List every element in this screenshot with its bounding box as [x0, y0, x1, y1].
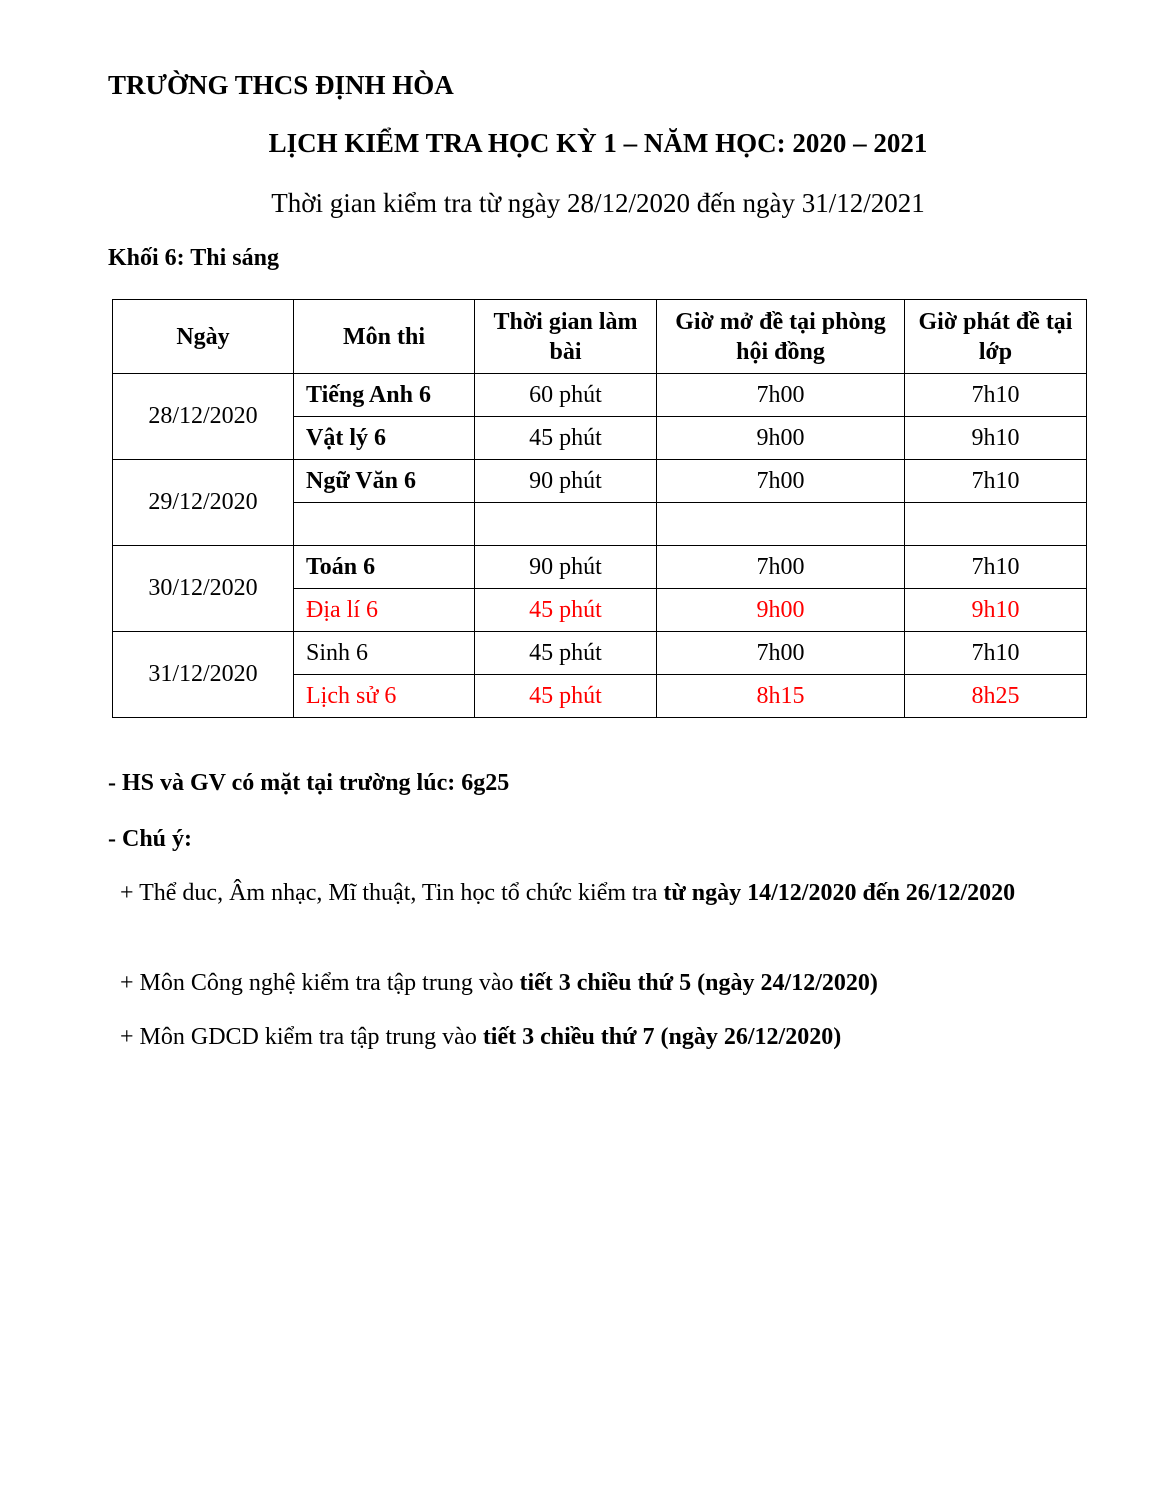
table-row [113, 374, 1087, 417]
subject-name: Toán 6 [294, 546, 475, 589]
subject-name: Sinh 6 [294, 632, 475, 675]
table-header-row [113, 300, 1087, 374]
distribute-time-value: 7h10 [905, 546, 1087, 589]
open-time-value: 9h00 [657, 589, 905, 632]
note-text: + Môn Công nghệ kiểm tra tập trung vào [120, 970, 520, 996]
note-emphasis: từ ngày 14/12/2020 đến 26/12/2020 [663, 880, 1016, 906]
duration-value: 45 phút [475, 632, 657, 675]
duration-value: 90 phút [475, 546, 657, 589]
note-emphasis: tiết 3 chiều thứ 5 (ngày 24/12/2020) [519, 970, 878, 996]
subject-name: Tiếng Anh 6 [294, 374, 475, 417]
table-row [113, 546, 1087, 589]
header-duration: Thời gian làm bài [475, 300, 657, 374]
grade-block-heading: Khối 6: Thi sáng [108, 245, 279, 271]
subject-name: Lịch sử 6 [294, 675, 475, 718]
subject-name: Ngữ Văn 6 [294, 460, 475, 503]
duration-value [475, 503, 657, 546]
exam-date: 31/12/2020 [113, 632, 294, 718]
exam-date: 28/12/2020 [113, 374, 294, 460]
note-paragraph [108, 1020, 1102, 1055]
note-paragraph [108, 876, 1090, 911]
note-emphasis: tiết 3 chiều thứ 7 (ngày 26/12/2020) [482, 1024, 842, 1050]
note-text: + Môn GDCD kiểm tra tập trung vào [120, 1024, 483, 1050]
duration-value: 60 phút [475, 374, 657, 417]
subject-name: Địa lí 6 [294, 589, 475, 632]
subject-name [294, 503, 475, 546]
table-row [113, 460, 1087, 503]
arrival-time-note: - HS và GV có mặt tại trường lúc: 6g25 [108, 770, 510, 796]
attention-heading: - Chú ý: [108, 826, 193, 852]
header-date: Ngày [113, 300, 294, 374]
school-name: TRƯỜNG THCS ĐỊNH HÒA [108, 70, 454, 100]
open-time-value: 7h00 [657, 460, 905, 503]
subject-name: Vật lý 6 [294, 417, 475, 460]
open-time-value: 7h00 [657, 632, 905, 675]
distribute-time-value [905, 503, 1087, 546]
note-text: + Thể duc, Âm nhạc, Mĩ thuật, Tin học tổ chức kiểm tra [120, 880, 664, 906]
exam-period: Thời gian kiểm tra từ ngày 28/12/2020 đến ngày 31/12/2021 [271, 188, 925, 218]
duration-value: 45 phút [475, 417, 657, 460]
open-time-value: 7h00 [657, 546, 905, 589]
open-time-value: 7h00 [657, 374, 905, 417]
distribute-time-value: 7h10 [905, 632, 1087, 675]
duration-value: 45 phút [475, 589, 657, 632]
distribute-time-value: 7h10 [905, 374, 1087, 417]
document-title: LỊCH KIỂM TRA HỌC KỲ 1 – NĂM HỌC: 2020 – 2021 [268, 128, 928, 158]
open-time-value: 8h15 [657, 675, 905, 718]
distribute-time-value: 9h10 [905, 589, 1087, 632]
open-time-value [657, 503, 905, 546]
exam-date: 30/12/2020 [113, 546, 294, 632]
open-time-value: 9h00 [657, 417, 905, 460]
exam-date: 29/12/2020 [113, 460, 294, 546]
distribute-time-value: 7h10 [905, 460, 1087, 503]
note-paragraph [108, 966, 1102, 1001]
duration-value: 45 phút [475, 675, 657, 718]
duration-value: 90 phút [475, 460, 657, 503]
distribute-time-value: 9h10 [905, 417, 1087, 460]
header-distribute-time: Giờ phát đề tại lớp [905, 300, 1087, 374]
table-row [113, 632, 1087, 675]
header-open-time: Giờ mở đề tại phòng hội đồng [657, 300, 905, 374]
header-subject: Môn thi [294, 300, 475, 374]
exam-schedule-table [112, 299, 1087, 718]
distribute-time-value: 8h25 [905, 675, 1087, 718]
